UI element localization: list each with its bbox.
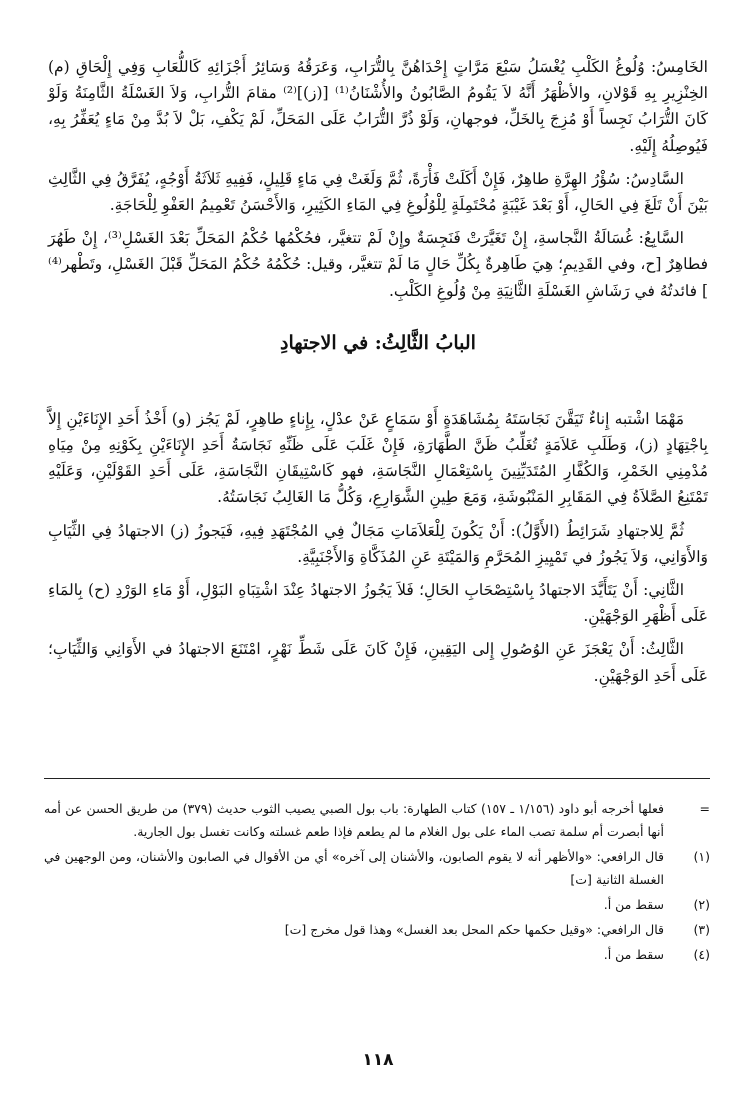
paragraph-sixth-issue: السَّادِسُ: سُؤْرُ الهِرَّةِ طاهِرٌ، فَإِنْ أَكَلَتْ فَأْرَةً، ثُمَّ وَلَغَتْ فِي مَاءٍ قَلِيلٍ، فَفِيهِ ثَلاَثَةُ أَوْجُهٍ، يُفَرَّقُ فِي الثَّالِثِ بَيْنَ أَنْ تَلَغَ فِي الحَالِ، أَوْ بَعْدَ غَيْبَةٍ مُحْتَمِلَةٍ لِلْوُلُوغِ فِي المَاءِ الكَثِيرِ، وَالأَحْسَنُ تَعْمِيمُ العَفْوِ لِلْحَاجَةِ. — [48, 169, 708, 215]
footnote — [44, 797, 710, 843]
paragraph-seventh-issue: السَّابِعُ: غُسَالَةُ النَّجاسةِ، إِنْ تَغَيَّرَتْ فَنَجِسَةٌ وإِنْ لَمْ تتغيَّر، فحُكْمُها حُكْمُ المَحَلِّ بَعْدَ الغَسْلِ⁽³⁾، إِنْ طَهُرَ فطاهِرٌ [ح، وفي القَدِيمِ؛ هِيَ طَاهِرةٌ بِكُلِّ حَالٍ مَا لَمْ تتغيَّر، وقيل: حُكْمُهُ حُكْمُ المَحَلِّ قَبْلَ الغَسْلِ، وتَطْهر⁽⁴⁾ ] فائدتُهُ في رَشَاشِ الغَسْلَةِ الثَّانِيَةِ مِنْ وُلُوغِ الكَلْبِ. — [48, 229, 708, 300]
footnote-text: قال الرافعي: «وقيل حكمها حكم المحل بعد الغسل» وهذا قول مخرج [ت] — [284, 922, 664, 937]
footnote-marker: = — [699, 801, 710, 816]
footnote-marker: (١) — [693, 849, 710, 864]
paragraph-second-condition: الثَّانِي: أَنْ يَتَأَيَّدَ الاجتهادُ بِاسْتِصْحَابِ الحَالِ؛ فَلاَ يَجُوزُ الاجتهادُ عِنْدَ اشْتِبَاهِ البَوْلِ، أَوْ مَاءِ الوَرْدِ (ح) بِالمَاءِ عَلَى أَظْهَرِ الوَجْهَيْنِ. — [48, 581, 708, 626]
footnote — [44, 893, 710, 916]
main-text — [48, 54, 708, 696]
footnote-marker: (٢) — [693, 897, 710, 912]
page-number: ١١٨ — [362, 1050, 394, 1070]
paragraph-third-condition: الثَّالِثُ: أَنْ يَعْجَزَ عَنِ الوُصُولِ إِلى اليَقِينِ، فَإِنْ كَانَ عَلَى شَطِّ نَهْرٍ، امْتَنَعَ الاجتهادُ في الأَوَانِي وَالثِّيَابِ؛ عَلَى أَحَدِ الوَجْهَيْنِ. — [48, 640, 708, 685]
chapter-title: البابُ الثَّالِثُ: في الاجتهادِ — [280, 331, 476, 354]
footnote — [44, 943, 710, 966]
footnote-text: سقط من أ. — [603, 947, 664, 962]
footnote-text: قال الرافعي: «والأظهر أنه لا يقوم الصابون، والأشنان إلى آخره» أي من الأقوال في الصابون والأشنان، ومن الوجهين في الغسلة الثانية [ت] — [44, 849, 664, 887]
footnote-text: فعلها أخرجه أبو داود (١/١٥٦ ـ ١٥٧) كتاب الطهارة: باب بول الصبي يصيب الثوب حديث (٣٧٩) من طريق الحسن عن أمه أنها أبصرت أم سلمة تصب الماء على بول الغلام ما لم يطعم فإذا طعم غسلته وكانت تغسل بول الجارية. — [44, 801, 665, 839]
footnote-text: سقط من أ. — [603, 897, 664, 912]
paragraph-fifth-issue: الخَامِسُ: وُلُوغُ الكَلْبِ يُغْسَلُ سَبْعَ مَرَّاتٍ إِحْدَاهُنَّ بِالتُّرَابِ، وَعَرَقُهُ وَسَائِرُ أَجْزَائِهِ كَاللُّعَابِ وَفِي إِلْحَاقِ (م) الخِنْزِيرِ بِهِ قَوْلانِ، والأظْهَرُ أَنَّهُ لاَ يَقُومُ الصَّابُونُ والأُشْنَانُ⁽¹⁾ [(ز)]⁽²⁾ مقامَ التُّرابِ، وَلاَ الغَسْلَةُ الثَّامِنَةُ وَلَوْ كَانَ التُّرَابُ نَجِساً أَوْ مُزِجَ بِالخَلِّ، فوجهانِ، وَلَوْ ذُرَّ التُّرَابُ عَلَى المَحَلِّ، لَمْ يَكْفِ، بَلْ لاَ بُدَّ مِنْ مَاءٍ يُعَفِّرُ بِهِ، فَيُوصِلُهُ إِلَيْهِ. — [48, 58, 708, 155]
footnote — [44, 845, 710, 891]
footnote-marker: (٣) — [693, 922, 710, 937]
paragraph-ijtihad-intro: مَهْمَا اشْتبه إِناءٌ تَيَقَّنَ نَجَاسَتَهُ بِمُشَاهَدَةٍ أَوْ سَمَاعٍ عَنْ عدْلٍ، بِإِناءٍ طاهِرٍ، لَمْ يَجُز (و) أَخْذُ أَحَدِ الإِنَاءَيْنِ إِلاَّ بِاجْتِهَادٍ (ز)، وَطَلَبِ عَلاَمَةٍ تُغَلِّبُ ظَنَّ الطَّهَارَةِ، فَإِنْ غَلَبَ عَلَى ظَنِّهِ نَجَاسَةُ أَحَدِ الإِنَاءَيْنِ بِكَوْنِهِ مِنْ مِيَاهِ مُدْمِنِي الخَمْرِ، وَالكُفَّارِ المُتَدَيِّنِينَ بِاسْتِعْمَالِ النَّجَاسَةِ، فهو كَاسْتِيقَانِ النَّجَاسَةِ، عَلَى أَحَدِ القَوْلَيْنِ، وَعَلَيْهِ تَمْتَنِعُ الصَّلاَةُ فِي المَقَابِرِ المَنْبُوشَةِ، وَمَعَ طِينِ الشَّوَارِعِ، وَكُلُّ مَا الغَالِبُ نَجَاسَتُهُ. — [48, 409, 708, 507]
footnote-marker: (٤) — [693, 947, 710, 962]
paragraph-first-condition: ثُمَّ لِلاجتهادِ شَرَائِطُ (الأَوَّلُ): أَنْ يَكُونَ لِلْعَلاَمَاتِ مَجَالٌ فِي المُجْتَهَدِ فِيهِ، فَيَجوزُ (ز) الاجتهادُ فِي الثِّيَابِ وَالأَوَانِي، وَلاَ يَجُوزُ في تَمْيِيزِ المُحَرَّمِ وَالمَيْتَةِ عَنِ المُذَكَّاةِ وَالأَجْنَبِيَّةِ. — [48, 521, 708, 566]
footnote — [44, 918, 710, 941]
footnotes — [44, 778, 710, 968]
